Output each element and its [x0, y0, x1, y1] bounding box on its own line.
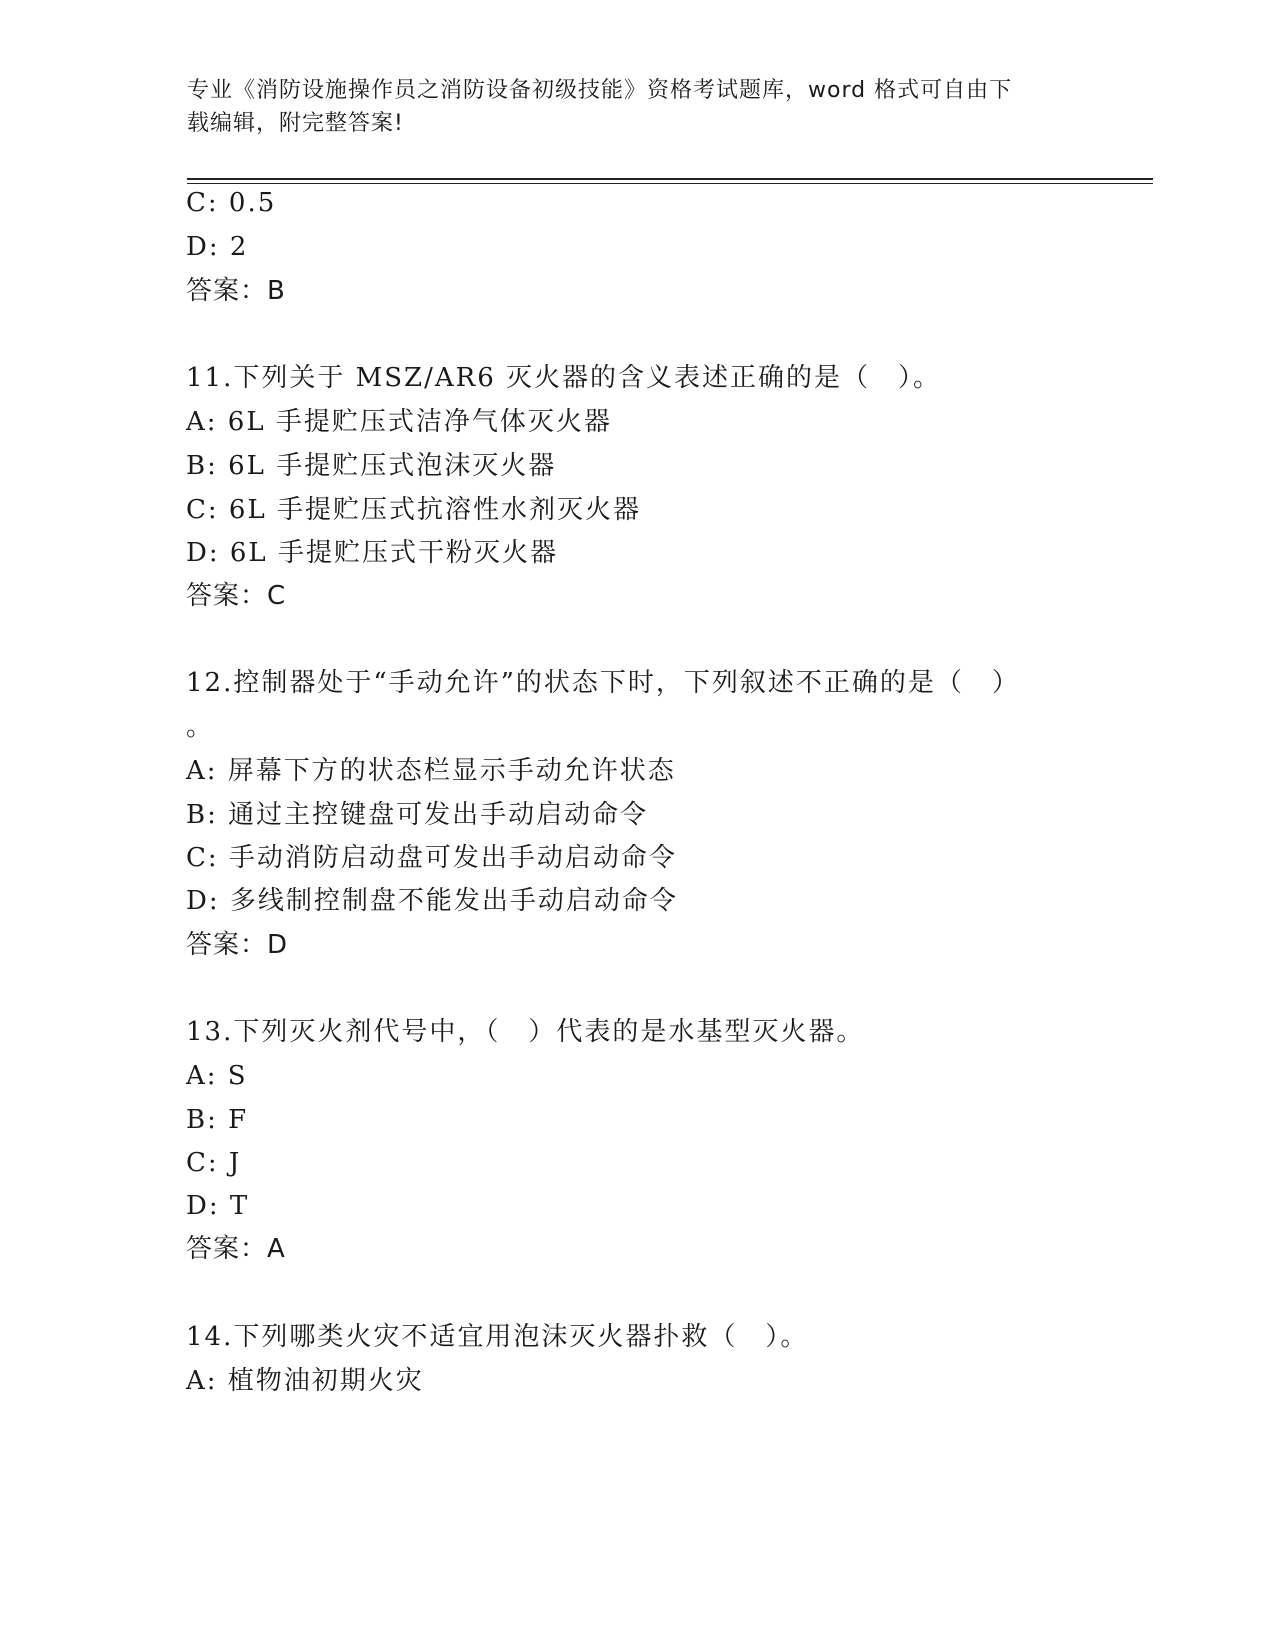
question-11-stem: 11.下列关于 MSZ/AR6 灭火器的含义表述正确的是（ ）。 [186, 363, 942, 393]
header-line-2: 载编辑，附完整答案! [187, 111, 404, 136]
question-11-option-d: D: 6L 手提贮压式干粉灭火器 [186, 538, 558, 568]
question-12-stem-continuation: 。 [186, 712, 215, 742]
question-12-option-a: A: 屏幕下方的状态栏显示手动允许状态 [186, 756, 676, 786]
header-line-1: 专业《消防设施操作员之消防设备初级技能》资格考试题库，word 格式可自由下 [187, 78, 1013, 103]
question-12-option-c: C: 手动消防启动盘可发出手动启动命令 [186, 843, 677, 873]
question-11-option-a: A: 6L 手提贮压式洁净气体灭火器 [186, 407, 612, 437]
prev-option-c: C: 0.5 [186, 188, 277, 218]
header-divider-thick [187, 178, 1153, 180]
prev-option-d: D: 2 [186, 232, 249, 262]
question-12-stem: 12.控制器处于“手动允许”的状态下时，下列叙述不正确的是（ ） [186, 668, 1020, 698]
question-14-stem: 14.下列哪类火灾不适宜用泡沫灭火器扑救（ ）。 [186, 1322, 809, 1352]
question-11-option-c: C: 6L 手提贮压式抗溶性水剂灭火器 [186, 495, 641, 525]
document-header [187, 74, 1067, 140]
question-11-answer: 答案：C [186, 581, 287, 611]
header-divider-thin [187, 183, 1153, 184]
question-13-stem: 13.下列灭火剂代号中，（ ）代表的是水基型灭火器。 [186, 1017, 865, 1047]
question-13-option-d: D: T [186, 1191, 250, 1221]
question-12-option-b: B: 通过主控键盘可发出手动启动命令 [186, 800, 649, 830]
question-14-option-a: A: 植物油初期火灾 [186, 1366, 424, 1396]
question-12-answer: 答案：D [186, 930, 289, 960]
question-13-option-a: A: S [186, 1061, 248, 1091]
question-13-option-b: B: F [186, 1105, 249, 1135]
question-12-option-d: D: 多线制控制盘不能发出手动启动命令 [186, 886, 678, 916]
question-11-option-b: B: 6L 手提贮压式泡沫灭火器 [186, 451, 557, 481]
prev-answer: 答案：B [186, 276, 286, 306]
question-13-answer: 答案：A [186, 1234, 286, 1264]
question-13-option-c: C: J [186, 1148, 242, 1178]
